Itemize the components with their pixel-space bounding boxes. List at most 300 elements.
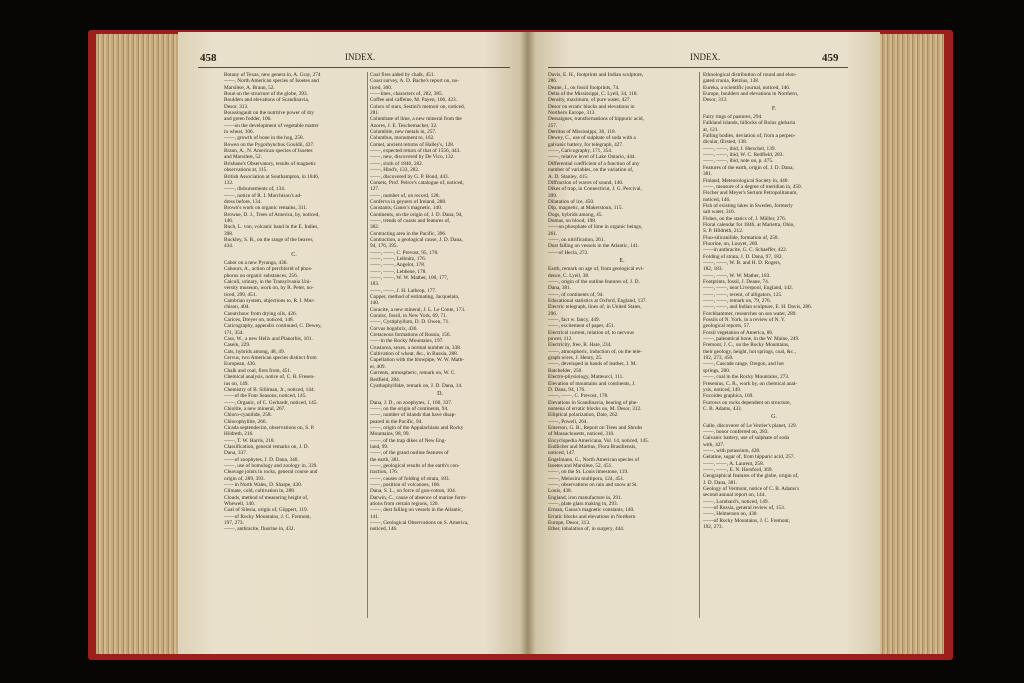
index-entry: Brisbane's Observatory, results of magnetic (224, 160, 316, 167)
index-entry: Comets, Prof. Peirce's catalogue of, noticed, (370, 179, 464, 186)
index-entry: 257. (548, 122, 558, 129)
index-entry: Eureka, a scientific journal, noticed, 146. (703, 84, 791, 91)
left-column-2 (370, 72, 510, 620)
index-entry: C. B. Adams, 433. (703, 405, 742, 412)
index-entry: Dana, S. L., on force of gun-cotton, 104. (370, 488, 457, 495)
index-entry: Boulders and elevations of Scandinavia, (224, 97, 310, 104)
index-entry: Erratic blocks and elevations in Northern (548, 513, 636, 520)
index-entry: 133. (224, 179, 234, 186)
index-entry: their geology, height, hot springs, coal, &c., (703, 348, 796, 355)
index-entry: Fluo-silicanilide, formation of, 258. (703, 234, 779, 241)
index-entry: A. D. Stanley, 415. (548, 173, 589, 180)
index-entry: Gelatine, sugar of, from hippuric acid, 257. (703, 454, 795, 461)
index-entry: Diffraction of waves of sound, 140. (548, 179, 624, 186)
index-entry: 192, 273. (703, 524, 723, 531)
index-entry: ——, developed in hands of leather, J. M. (548, 361, 637, 368)
right-column-divider (699, 72, 700, 618)
index-entry: ——, ——, W. B. and H. D. Rogers, (703, 259, 781, 266)
index-entry: Geology of Vermont, notice of C. B. Adams's (703, 486, 800, 492)
right-running-head: INDEX. (690, 52, 721, 62)
index-entry: Columbite, new metals in, 257. (370, 129, 437, 136)
index-entry: Brown's work on organic remains, 311. (224, 205, 308, 212)
index-entry: ——, dust falling on vessels in the Atlantic, (370, 507, 463, 514)
index-entry: Emerson, G. B., Report on Trees and Shrubs (548, 424, 643, 431)
index-entry: dence, C. Lyell, 38. (548, 272, 590, 279)
index-entry: ——, use of homology and zoology in, 339. (224, 462, 318, 469)
book-gutter (520, 32, 536, 654)
index-entry: Ether, inhalation of, in surgery, 444. (548, 526, 625, 533)
index-entry: ——, paleontical bone, in the W. Maine, 249. (703, 336, 800, 343)
index-entry: J. D. Dana, 381. (703, 479, 738, 486)
index-entry: Dikes of trap, in Connecticut, J. G. Percival, (548, 186, 642, 193)
index-entry: Buch, L. von, volcanic band in the E. Indies, (224, 224, 319, 231)
index-entry: Louis, 438. (548, 488, 572, 495)
index-entry: Europe, Desor, 313. (548, 520, 591, 527)
index-entry: and green fodder, 106. (224, 116, 272, 123)
index-entry: ——, Organic, of C. Gerhardt, noticed, 145. (224, 399, 318, 406)
index-entry: Falling bodies, deviation of, from a perpen- (703, 133, 796, 140)
index-entry: ——, measure of a degree of meridian in, 450. (703, 183, 802, 190)
index-entry: Dumas, on blood, 108. (548, 217, 597, 224)
index-entry: Chemistry of B. Silliman, Jr., noticed, 144. (224, 386, 315, 393)
index-entry: ——, Powell, 264. (548, 418, 588, 425)
section-letter: E. (619, 257, 625, 264)
index-entry: and Marsileæ, 52. (224, 154, 262, 161)
index-entry: 434. (224, 243, 234, 250)
right-column-1 (548, 72, 696, 620)
index-entry: ——, ——, and Indian sculpture, E. H. Davis, 286. (703, 304, 813, 311)
index-entry: European, 436. (224, 361, 257, 368)
index-entry: the earth, 381. (370, 456, 401, 463)
index-entry: Climate, cold, cultivation in, 288. (224, 488, 296, 495)
index-entry: 141. (370, 513, 380, 520)
index-entry: Earth, remark on age of, from geological evi- (548, 266, 645, 273)
index-entry: ——, ——, Leibnitz, 176. (370, 255, 427, 262)
index-entry: Caricography, appendix continued, C. Dewey, (224, 323, 322, 330)
index-entry: of Massachusetts, noticed, 310. (548, 431, 615, 438)
index-entry: ——, ——, A. Laurent, 258. (703, 460, 765, 467)
index-entry: Marsileæ, A. Braun, 52. (224, 84, 275, 91)
index-entry: Davis, E. H., footprints and Indian sculpture, (548, 72, 644, 78)
index-entry: ticed, 300. (370, 84, 393, 91)
index-entry: Encyclopedia Americana, Vol. 14, noticed, 145. (548, 437, 650, 444)
index-entry: 171, 354. (224, 329, 244, 336)
index-entry: ——, growth of bone in the hog, 258. (224, 135, 305, 142)
index-entry: Fairy rings of pastures, 294. (703, 114, 763, 121)
index-entry: S. P. Hildreth, 212. (703, 228, 744, 235)
index-entry: Cass, W., a new Helix and Planorbis, 101. (224, 336, 313, 343)
index-entry: Fish of existing lakes in Sweden, formerly (703, 202, 793, 209)
index-entry: Isoetes and Marsileæ, 52, 451. (548, 462, 613, 469)
index-entry: ——, Cascade range, Oregon, and hot (703, 361, 784, 368)
index-entry: noticed, 146. (370, 526, 398, 533)
index-entry: ——, ——, C. Prevost, 95, 178. (370, 249, 439, 256)
index-entry: Colors of stars, Sestini's memoir on, noticed, (370, 103, 465, 110)
index-entry: ——, observations on rain and snow at St. (548, 482, 638, 488)
index-entry: ations from certain regions, 120. (370, 501, 439, 508)
index-entry: phorus on organic substances, 256. (224, 272, 299, 279)
index-entry: 146. (224, 217, 234, 224)
index-entry: ——, origin of the outline features of, J. D. (548, 279, 640, 285)
index-entry: 381. (703, 171, 713, 178)
index-entry: ——, sixth of 1846, 282. (370, 160, 424, 167)
index-entry: Europe, boulders and elevations in Northern, (703, 91, 799, 98)
index-entry: Dust falling on vessels in the Atlantic, 141. (548, 243, 640, 250)
index-entry: Coal fires aided by chalk, 451. (370, 72, 435, 78)
index-entry: in wheat, 106. (224, 129, 255, 136)
index-entry: ——on the development of vegetable matter (224, 122, 319, 129)
index-entry: Coralsc, fossil, in New York, 69, 71. (370, 313, 448, 320)
index-entry: Fishes, on the statics of, J. Müller, 276. (703, 215, 787, 222)
index-entry: Forchhammer, researches on sea water, 289. (703, 310, 797, 317)
index-entry: ——, ——, ibid, note on, p. 475. (703, 158, 774, 165)
index-entry: ——of Russia, general review of, 153. (703, 505, 786, 512)
index-entry: Galle, discoverer of Le Verrier's planet, 129. (703, 422, 797, 429)
left-column-divider (367, 72, 368, 618)
index-entry: Fluorine, on, Louyet, 260. (703, 240, 759, 247)
index-entry: at, 121. (703, 126, 719, 133)
index-entry: 182, 183. (703, 266, 723, 273)
index-entry: Chiolite, a new mineral, 267. (224, 405, 286, 412)
index-entry: ——, geological results of the earth's con- (370, 462, 460, 469)
index-entry: Ethnological distribution of round and elon- (703, 72, 797, 78)
index-entry: ——, ——, Angelot, 178. (370, 262, 426, 269)
index-entry: ——, of the trap dikes of New Eng- (370, 437, 447, 444)
index-entry: ——, expected return of that of 1556, 443. (370, 148, 461, 155)
index-entry: Falkland islands, hillocks of Bolax glebaria (703, 120, 796, 127)
index-entry: ——, Hind's, 133, 282. (370, 167, 420, 174)
index-entry: ——, ——, W. W. Mather, 100, 177, (370, 275, 449, 281)
index-entry: Dogs, hybrids among, 45. (548, 211, 603, 218)
index-entry: Galvanic battery, use of sulphate of soda (703, 435, 789, 442)
index-entry: second annual report on, 144. (703, 492, 766, 499)
section-letter: D. (437, 391, 443, 398)
index-entry: Delta of the Mississippi, C. Lyell, 34, 118. (548, 91, 638, 98)
index-entry: dicular, Œrsted, 138. (703, 139, 748, 146)
index-entry: graph wires, J. Henry, 25. (548, 355, 603, 362)
index-entry: Endlicher and Martius, Flora Brasiliensis, (548, 443, 637, 450)
index-entry: Comet, ancient returns of Halley's, 128. (370, 141, 455, 148)
index-entry: ——, trends of coasts and features of, (370, 217, 451, 224)
index-entry: 399. (548, 192, 558, 199)
index-entry: ——, Geological Observations on S. America, (370, 520, 469, 527)
index-entry: galvanic battery, for telegraph, 427. (548, 141, 624, 148)
index-entry: ——, North American species of Isoetes and (224, 78, 319, 85)
index-entry: Folding of strata, J. D. Dana, 97, 182. (703, 253, 783, 260)
index-entry: versity museum, work on, by R. Peter, no- (224, 285, 314, 292)
index-entry: noticed, 147. (548, 450, 576, 457)
index-entry: with, 427. (703, 441, 725, 448)
index-entry: Northern Europe, 313. (548, 110, 596, 117)
index-entry: Elliptical polarization, Dale, 262. (548, 412, 619, 419)
index-entry: ——, atmospheric, induction of, on the tele- (548, 348, 642, 355)
index-entry: ——, ——, ibid, W. C. Redfield, 283. (703, 152, 784, 159)
index-entry: Cleavage joints in rocks, general course and (224, 469, 318, 476)
index-entry: ——, discovered by G. P. Bond, 443. (370, 173, 450, 180)
index-entry: ——, new, discovered by De Vico, 132. (370, 154, 455, 161)
index-entry: Geographical features of the globe, origin of, (703, 473, 799, 480)
index-entry: Erman, Gauss's magnetic constants, 140. (548, 507, 635, 514)
left-header-rule (198, 67, 510, 68)
index-entry: Dip, magnetic, at Makerstoun, 115. (548, 205, 623, 212)
index-entry: Fossils of N. York, in a review of N. Y. (703, 317, 786, 324)
index-entry: D. Dana, 94, 176. (548, 386, 586, 393)
section-letter: F. (771, 105, 777, 112)
index-entry: ——, Cystiphyllum, D. D. Owen, 71. (370, 319, 450, 326)
index-entry: ——, Melosira multipora, 124, 451. (548, 475, 625, 482)
index-entry: land, 99. (370, 443, 389, 450)
index-entry: 281. (370, 110, 380, 117)
index-entry: Cupellation with the blowpipe, W. W. Math- (370, 357, 465, 364)
left-running-head: INDEX. (345, 52, 376, 62)
index-entry: 183. (370, 281, 380, 288)
index-entry: Copper, method of estimating, Jacquelain, (370, 294, 460, 301)
index-entry: ——, of the grand outline features of (370, 450, 449, 457)
index-entry: ——, honor conferred on, 283. (703, 428, 769, 435)
index-entry: ——in anthracite, G. C. Schaeffer, 422. (703, 247, 788, 254)
index-entry: Casein, 229. (224, 342, 251, 349)
index-entry: England, iron manufacture in, 291. (548, 494, 622, 501)
index-entry: 94, 176, 395. (370, 243, 398, 250)
index-entry: ——, on the origin of continents, 94. (370, 405, 449, 412)
index-entry: Elevations in Scandinavia, bearing of phe- (548, 399, 639, 406)
index-entry: chison, 404. (224, 304, 250, 311)
index-entry: Dilatation of ice, 450. (548, 198, 595, 205)
index-entry: Deane, J., on fossil footprints, 74. (548, 84, 620, 91)
index-entry: origin of, 289, 393. (224, 475, 265, 482)
index-entry: ——of Rocky Mountains, J. C. Fremont, (224, 513, 311, 520)
index-entry: Footprints, fossil, J. Deane, 74. (703, 279, 770, 285)
index-entry: ——, coal in the Rocky Mountains, 273. (703, 374, 790, 381)
index-entry: ——, ——, J. H. Lathrop, 177. (370, 287, 437, 294)
right-page-edges (880, 34, 944, 654)
index-entry: Dessaignes, transformations of hippuric acid, (548, 116, 644, 123)
index-entry: Differential coefficient of a function of any (548, 160, 640, 167)
index-entry: ——, T. W. Harris, 218. (224, 437, 275, 444)
index-entry: Features of the earth, origin of, J. D. Dana, (703, 164, 794, 171)
index-entry: Darwin, C., cause of absence of marine form- (370, 494, 467, 501)
index-entry: ——, Lombard's, noticed, 149. (703, 498, 769, 505)
index-entry: ——, relative level of Lake Ontario, 444. (548, 154, 636, 161)
left-column-1 (224, 72, 364, 620)
index-entry: ——, fact w. fancy, 449. (548, 317, 600, 324)
index-entry: Furrows on rocks dependent on structure, (703, 399, 791, 406)
index-entry: Boué on the structure of the globe, 393. (224, 91, 308, 98)
index-entry: nomena of erratic blocks on, M. Desor, 312. (548, 405, 642, 412)
index-entry: Electrical current, relation of, to nervous (548, 329, 635, 336)
index-entry: 127. (370, 186, 380, 193)
index-entry: Cultivation of wheat, &c., in Russia, 288. (370, 351, 459, 358)
index-entry: ——, anthracite, fluorine in, 432. (224, 526, 295, 533)
index-entry: ——, of continents of, 94. (548, 291, 604, 298)
right-page-number: 459 (822, 52, 839, 64)
index-entry: Electro-physiology, Matteucci, 111. (548, 374, 624, 381)
index-entry: Fossil vegetation of America, 86. (703, 329, 774, 336)
index-entry: Cicada septendecim, observations on, S. P. (224, 424, 315, 431)
index-entry: Redfield, 284. (370, 376, 401, 383)
index-entry: Whewell, 140. (224, 501, 256, 508)
index-entry: ——of the Four Seasons, noticed, 145. (224, 393, 307, 400)
index-entry: springs, 200. (703, 367, 731, 374)
index-entry: Cretaceous formations of Russia, 156. (370, 332, 451, 339)
index-entry: power, 112. (548, 336, 573, 343)
index-entry: Engelmann, G., North American species of (548, 456, 640, 463)
index-entry: ——, causes of folding of strata, 183. (370, 475, 450, 482)
index-entry: Desor, 313. (224, 103, 249, 110)
section-letter: G. (771, 414, 777, 421)
index-entry: Detritus of Mississippi, 36, 118. (548, 129, 616, 136)
index-entry: ——lines, characters of, 282, 385. (370, 91, 443, 98)
index-entry: Botany of Texas, new genera in, A. Gray, 274 (224, 72, 321, 78)
index-entry: ——, ——, remark on, 79, 276. (703, 298, 771, 305)
index-entry: Dana, 381. (548, 285, 572, 292)
index-entry: Browne, D. J., Trees of America, by, noticed, (224, 211, 320, 218)
index-entry: 398. (224, 230, 234, 237)
index-entry: Boussingault on the nutritive power of dry (224, 110, 315, 117)
index-entry: Electric telegraph, lines of, in United States, (548, 304, 642, 311)
index-entry: Hildreth, 216. (224, 431, 254, 438)
index-entry: ——, ——, near Liverpool, England, 142. (703, 285, 794, 292)
index-entry: 382. (370, 224, 380, 231)
index-entry: Mountains, 98, 99. (370, 431, 410, 438)
index-entry: Columbus, monument to, 162. (370, 135, 435, 142)
left-page-number: 458 (200, 52, 217, 64)
index-entry: er, 409. (370, 363, 386, 370)
index-entry: Buckley, S. B., on the range of the beaver, (224, 236, 314, 243)
index-entry: ——on phosphate of lime in organic beings, (548, 224, 643, 231)
index-entry: Desor on erratic blocks and elevations in (548, 103, 635, 110)
index-entry: Cahours, A., action of perchlorid of phos- (224, 266, 313, 273)
index-entry: ——, ——, C. Prevost, 178. (548, 393, 609, 400)
index-entry: ——of Hecla, 272. (548, 249, 589, 256)
index-entry: Coal of Silesia, origin of, Göppert, 119. (224, 507, 308, 514)
index-entry: traction, 176. (370, 469, 399, 476)
index-entry: ——, ——, recent, of alligators, 125. (703, 291, 783, 298)
index-entry: Azores, J. E. Teschemacher, 32. (370, 122, 438, 129)
index-entry: Constants, Gauss's magnetic, 140. (370, 205, 443, 212)
index-entry: Chlorophyllite, 266. (224, 418, 267, 425)
index-entry: Elevation of mountains and continents, J. (548, 380, 636, 387)
index-entry: 261. (548, 230, 558, 237)
index-entry: ——in North Wales, D. Sharpe, 430. (224, 482, 303, 488)
index-entry: Chalk and coal, fires from, 451. (224, 367, 292, 374)
index-entry: Cambrian system, objections to, R. I. Mur- (224, 298, 315, 305)
index-entry: ——of zoophytes, J. D. Dana, 340. (224, 456, 299, 463)
index-entry: ——, Caricography, 171, 354. (548, 148, 613, 155)
index-entry: Dewey, C., use of sulphate of soda with a (548, 135, 636, 142)
index-entry: Continents, on the origin of, J. D. Dana, 94, (370, 211, 463, 218)
index-entry: Cyathophyllidæ, remark on, J. D. Dana, 14. (370, 382, 463, 389)
index-entry: Fischer and Meyer's Sertum Petropolitanum, (703, 190, 798, 197)
index-entry: Density, maximum, of pure water, 427. (548, 97, 631, 104)
index-entry: ——, number of islands that have disap- (370, 412, 457, 419)
index-entry: dress before, 134. (224, 198, 262, 205)
right-header-rule (548, 67, 848, 68)
index-entry: Fresenius, C. R., work by, on chemical anal- (703, 380, 798, 387)
index-entry: ——, origin of the Appalachians and Rocky (370, 424, 464, 431)
index-entry: Coracite, a new mineral, J. L. Le Conte, 173. (370, 306, 466, 313)
index-entry: observations at, 115. (224, 167, 268, 174)
index-entry: Clouds, method of measuring height of, (224, 494, 309, 501)
index-entry: ——, ——, Lebbene, 178. (370, 268, 427, 275)
right-column-2 (703, 72, 845, 620)
index-entry: Dana, J. D., on zoophytes, 1, 160, 337. (370, 399, 453, 406)
index-entry: peared in the Pacific, 94. (370, 418, 423, 425)
index-entry: ——, ——, W. W. Mather, 183. (703, 272, 771, 279)
index-entry: ——, Helmersen on, 430. (703, 511, 758, 518)
index-entry: Braun, A., N. American species of Isoetes (224, 148, 313, 155)
index-entry: Classification, general remarks on, J. D. (224, 443, 309, 450)
left-page-edges (96, 34, 182, 654)
index-entry: Electricity, free, R. Hare, 234. (548, 342, 612, 349)
index-entry: 140. (370, 300, 380, 307)
index-entry: ——, ——, E. N. Horsford, 369. (703, 466, 773, 473)
index-entry: ——, position of volcanoes, 186. (370, 482, 441, 488)
index-entry: Finland, Meteorological Society in, 440. (703, 177, 789, 184)
index-entry: ——, notice of R. I. Murchison's ad- (224, 192, 302, 199)
index-entry: ——in the Rocky Mountains, 197. (370, 338, 444, 345)
index-entry: Cervus, two American species distinct from (224, 355, 317, 362)
index-entry: Carices, Dreyer on, noticed, 148. (224, 317, 295, 324)
index-entry: Coast survey, A. D. Bache's report on, no- (370, 78, 460, 85)
index-entry: ——, excitement of paper, 451. (548, 323, 616, 330)
index-entry: Columbate of lime, a new mineral from the (370, 116, 462, 123)
index-entry: ius on, 149. (224, 380, 249, 387)
index-entry: Conferva in geysers of Ireland, 288. (370, 198, 447, 205)
index-entry: number of variables, on the variation of, (548, 167, 634, 174)
index-entry: ——, on nitrification, 261. (548, 236, 605, 243)
index-entry: Calculi, urinary, in the Transylvania Uni- (224, 279, 312, 285)
index-entry: British Association at Southampton, in 1846, (224, 173, 320, 180)
index-entry: Coffee and caffeine, M. Payen, 106, 423. (370, 97, 458, 104)
section-letter: C. (291, 251, 297, 258)
index-entry: Desor, 313. (703, 97, 728, 104)
index-entry: 192, 273, 450. (703, 355, 734, 362)
index-entry: Chloro-cyanilide, 258. (224, 412, 272, 419)
index-entry: ——, plate glass making in, 293. (548, 501, 619, 508)
index-entry: Bowen on the Pygorhynchus Gouldii, 437. (224, 141, 315, 148)
index-entry: Contracting area in the Pacific, 396. (370, 230, 447, 237)
index-entry: Caoutchouc from drying oils, 426. (224, 310, 297, 317)
index-entry: noticed, 146. (703, 196, 731, 203)
index-entry: gated crania, Retzius, 138. (703, 78, 760, 85)
index-entry: Floral calendar for 1846, at Marietta, Ohio, (703, 221, 795, 228)
index-entry: Crustacea, sexes, a normal number in, 338. (370, 344, 462, 351)
index-entry: ——, ——, ibid, J. Herschel, 139. (703, 145, 776, 152)
index-entry: Dana, 337. (224, 450, 248, 457)
index-entry: salt water, 316. (703, 209, 736, 216)
index-entry: ticed, 299, 451. (224, 291, 257, 298)
index-entry: 197, 273. (224, 520, 244, 527)
index-entry: 296. (548, 310, 558, 317)
index-entry: Currents, atmospheric, remark on, W. C. (370, 370, 456, 377)
index-entry: 286. (548, 78, 558, 85)
index-entry: ——, disbursements of, 134. (224, 186, 286, 193)
index-entry: ysis, noticed, 149. (703, 386, 742, 393)
index-entry: ——, on the St. Louis limestone, 119. (548, 469, 629, 476)
index-entry: Fremont, J. C., on the Rocky Mountains, (703, 342, 790, 349)
index-entry: ——, number of, on record, 128. (370, 192, 440, 199)
index-entry: Fucoides graphica, 169. (703, 393, 754, 400)
index-entry: Contraction, a geological cause, J. D. Dana, (370, 236, 463, 243)
index-entry: Educational statistics at Oxford, England, 137. (548, 298, 647, 305)
index-entry: geological reports, 57. (703, 323, 751, 330)
index-entry: Chemical analysis, notice of, C. R. Fresen- (224, 374, 315, 381)
index-entry: Corvus hogobrix, 436. (370, 325, 418, 332)
index-entry: ——of Rocky Mountains, J. C. Fremont, (703, 517, 790, 524)
index-entry: ——, with potassium, 428. (703, 447, 761, 454)
index-entry: Cabot on a new Pyranga, 436. (224, 259, 288, 266)
